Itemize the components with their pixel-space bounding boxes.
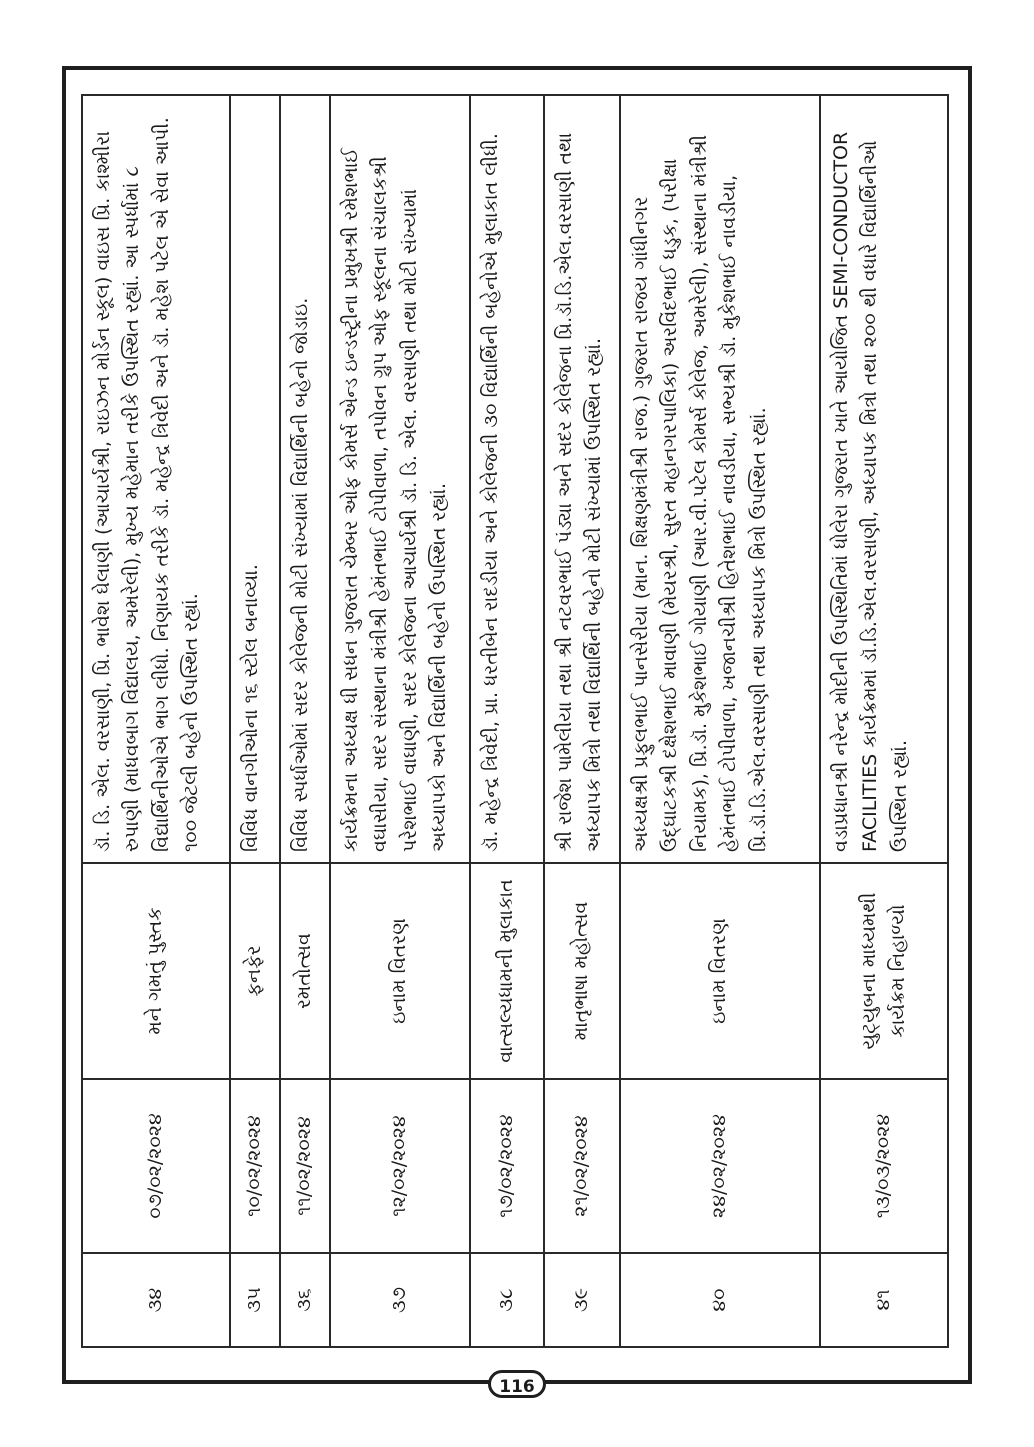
date-cell: ૧૦/૦૨/૨૦૨૪ bbox=[230, 1079, 280, 1253]
table-row bbox=[620, 95, 820, 1347]
program-cell: ઇનામ વિતરણ bbox=[620, 863, 820, 1079]
table-row bbox=[330, 95, 470, 1347]
details-cell: વિવિધ સ્પર્ધાઓમાં સદર કોલેજની મોટી સંખ્યામાં વિદ્યાર્થિની બહેનો જોડાઇ. bbox=[280, 95, 330, 863]
date-cell: ૧૧/૦૨/૨૦૨૪ bbox=[280, 1079, 330, 1253]
table-row bbox=[820, 95, 948, 1347]
table-row bbox=[82, 95, 230, 1347]
date-cell: ૧૩/૦૩/૨૦૨૪ bbox=[820, 1079, 948, 1253]
details-cell: કાર્યક્રમના અધ્યક્ષ ધી સધન ગુજરાત ચેમ્બર ઓફ કોમર્સ એન્ડ ઇન્ડસ્ટ્રીના પ્રમુખશ્રી રમેશભાઈ વઘાસીયા, સદર સંસ્થાના મંત્રીશ્રી હેમંતભાઈ ટોપીવાળા, તપોવન ગ્રુપ ઓફ સ્કૂલના સંચાલકશ્રી પરેશભાઈ વાઘાણી, સદર કોલેજના આચાર્યશ્રી ડૉ. ડિ. એલ. વરસાણી તથા મોટી સંખ્યામાં અધ્યાપકો અને વિદ્યાર્થિની બહેનો ઉપસ્થિત રહ્યાં. bbox=[330, 95, 470, 863]
table-row bbox=[280, 95, 330, 1347]
date-cell: ૨૧/૦૨/૨૦૨૪ bbox=[544, 1079, 620, 1253]
program-cell: માતૃભાષા મહોત્સવ bbox=[544, 863, 620, 1079]
program-cell: ફનફેર bbox=[230, 863, 280, 1079]
details-cell: ડૉ. મહેન્દ્ર ત્રિવેદી, પ્રા. ધરતીબેન રાદડીયા અને કોલેજની ૩૦ વિદ્યાર્થિની બહેનોએ મુલાકાત લીધી. bbox=[470, 95, 544, 863]
details-cell: શ્રી રાજેશ પામેલીયા તથા શ્રી નટવરભાઈ પંડ્યા અને સદર કોલેજના પ્રિ.ડૉ.ડિ.એલ.વરસાણી તથા અધ્યાપક મિત્રો તથા વિદ્યાર્થિની બહેનો મોટી સંખ્યામાં ઉપસ્થિત રહ્યાં. bbox=[544, 95, 620, 863]
page-number: 116 bbox=[488, 1370, 546, 1398]
details-cell: વિવિધ વાનગીઓના ૧૬ સ્ટોલ બનાવ્યા. bbox=[230, 95, 280, 863]
program-cell: રમતોત્સવ bbox=[280, 863, 330, 1079]
serial-cell: ૩૮ bbox=[470, 1253, 544, 1347]
serial-cell: ૪૧ bbox=[820, 1253, 948, 1347]
serial-cell: ૪૦ bbox=[620, 1253, 820, 1347]
details-cell: અધ્યક્ષશ્રી પ્રફુલભાઈ પાનસેરીયા (માન. શિક્ષણમંત્રીશ્રી રાજ.) ગુજરાત રાજય ગાંધીનગર ઉદ્ઘાટકશ્રી દક્ષેશભાઈ માવાણી (મેયરશ્રી, સુરત મહાનગરપાલિકા) અરવિંદભાઈ ધડુક, (પરીક્ષા નિયામક), પ્રિ.ડૉ. મુકેશભાઈ ગોયાણી (આર.વી.પટેલ કોમર્સ કોલેજ, અમરેલી), સંસ્થાના મંત્રીશ્રી હેમંતભાઈ ટોપીવાળા, ખજાનચીશ્રી હિતેશભાઈ નાવડીયા, સભ્યશ્રી ડૉ. મુકેશભાઈ નાવડીયા, પ્રિ.ડૉ.ડિ.એલ.વરસાણી તથા અધ્યાપક મિત્રો ઉપસ્થિત રહ્યાં. bbox=[620, 95, 820, 863]
serial-cell: ૩૬ bbox=[280, 1253, 330, 1347]
table-row bbox=[230, 95, 280, 1347]
program-cell: મને ગમતું પુસ્તક bbox=[82, 863, 230, 1079]
serial-cell: ૩૯ bbox=[544, 1253, 620, 1347]
table-row bbox=[544, 95, 620, 1347]
table-row bbox=[470, 95, 544, 1347]
date-cell: ૧૨/૦૨/૨૦૨૪ bbox=[330, 1079, 470, 1253]
events-table bbox=[81, 94, 949, 1348]
program-cell: ઇનામ વિતરણ bbox=[330, 863, 470, 1079]
serial-cell: ૩૪ bbox=[82, 1253, 230, 1347]
program-cell: વાત્સલ્યધામની મુલાકાત bbox=[470, 863, 544, 1079]
date-cell: ૨૪/૦૨/૨૦૨૪ bbox=[620, 1079, 820, 1253]
program-cell: યુટ્યુબના માધ્યમથી કાર્યક્રમ નિહાળ્યો bbox=[820, 863, 948, 1079]
details-cell: ડૉ. ડિ. એલ. વરસાણી, પ્રિ. ભાવેશ ઘેલાણી (આચાર્યશ્રી, રાઇઝન મોર્ડન સ્કૂલ) વાઇસ પ્રિ. કાશ્મીરા રુપાણી (માધવબાગ વિદ્યાલય, અમરેલી), મુખ્ય મહેમાન તરીકે ઉપસ્થિત રહ્યાં. આ સ્પર્ધામાં ૮ વિદ્યાર્થિનીઓએ ભાગ લીધો. નિણાયક તરીકે ડૉ. મહેન્દ્ર ત્રિવેદી અને ડૉ. મહેશ પટેલ એ સેવા આપી. ૧૦૦ જેટલી બહેનો ઉપસ્થિત રહ્યાં. bbox=[82, 95, 230, 863]
serial-cell: ૩૭ bbox=[330, 1253, 470, 1347]
rotated-table-wrapper bbox=[81, 96, 947, 1348]
serial-cell: ૩૫ bbox=[230, 1253, 280, 1347]
details-cell: વડાપ્રધાનશ્રી નરેન્દ્ર મોદીની ઉપસ્થિતિમાં ધોલેરા ગુજરાત ખાતે આયોજિત SEMI-CONDUCTOR FACILITIES કાર્યક્રમમાં ડૉ.ડિ.એલ.વરસાણી, અધ્યાપક મિત્રો તથા ૨૦૦ થી વધારે વિદ્યાર્થિનીઓ ઉપસ્થિત રહ્યાં. bbox=[820, 95, 948, 863]
date-cell: ૦૭/૦૨/૨૦૨૪ bbox=[82, 1079, 230, 1253]
date-cell: ૧૭/૦૨/૨૦૨૪ bbox=[470, 1079, 544, 1253]
